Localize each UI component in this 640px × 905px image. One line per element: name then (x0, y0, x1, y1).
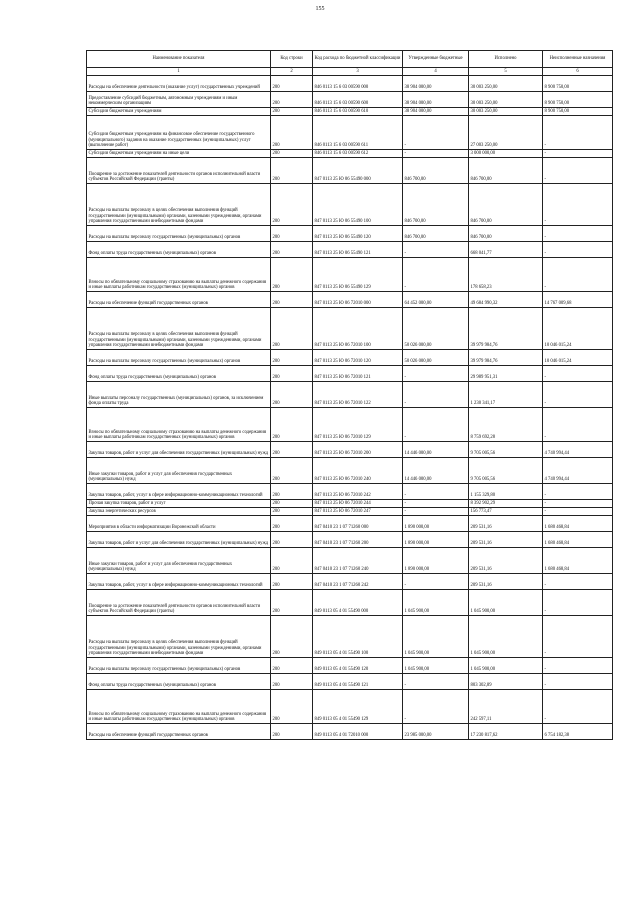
row-line-code: 200 (271, 590, 313, 616)
row-expense-code: 849 0113 05 4 01 55490 120 (313, 658, 403, 674)
row-indicator-name: Иные выплаты персоналу государственных (муниципальных) органов, за исключением фонда оплаты труда (87, 382, 271, 408)
row-indicator-name: Расходы на выплаты персоналу государственных (муниципальных) органов (87, 658, 271, 674)
row-indicator-name: Иные закупки товаров, работ и услуг для обеспечения государственных (муниципальных) нужд (87, 458, 271, 484)
row-executed-amount: 17 230 817,62 (469, 724, 543, 740)
row-line-code: 200 (271, 350, 313, 366)
row-line-code: 200 (271, 108, 313, 116)
row-remaining-amount: - (543, 658, 613, 674)
row-indicator-name: Закупка товаров, работ и услуг для обеспечения государственных (муниципальных) нужд (87, 442, 271, 458)
row-executed-amount: 209 531,16 (469, 532, 543, 548)
table-row (87, 226, 613, 242)
row-approved-amount: 1 045 900,00 (403, 590, 469, 616)
row-approved-amount: 23 985 000,00 (403, 724, 469, 740)
row-line-code: 200 (271, 408, 313, 442)
table-row (87, 590, 613, 616)
row-approved-amount: 1 045 900,00 (403, 616, 469, 658)
row-executed-amount: 846 700,00 (469, 184, 543, 226)
row-expense-code: 847 0113 25 Ю 06 72010 120 (313, 350, 403, 366)
row-expense-code: 847 0113 25 Ю 06 72010 100 (313, 308, 403, 350)
table-row (87, 308, 613, 350)
row-remaining-amount: 1 680 468,84 (543, 548, 613, 574)
row-approved-amount: 846 700,00 (403, 158, 469, 184)
row-approved-amount: - (403, 674, 469, 690)
row-expense-code: 847 0410 23 1 07 71260 240 (313, 548, 403, 574)
row-line-code: 200 (271, 442, 313, 458)
table-row (87, 150, 613, 158)
table-row (87, 532, 613, 548)
row-executed-amount: 1 230 341,17 (469, 382, 543, 408)
row-line-code: 200 (271, 382, 313, 408)
row-executed-amount: 1 045 900,00 (469, 616, 543, 658)
row-indicator-name: Поощрение за достижение показателей деятельности органов исполнительной власти субъектов Российской Федерации (гранты) (87, 158, 271, 184)
table-row (87, 184, 613, 226)
row-indicator-name: Фонд оплаты труда государственных (муниципальных) органов (87, 242, 271, 258)
row-indicator-name: Иные закупки товаров, работ и услуг для обеспечения государственных (муниципальных) нужд (87, 548, 271, 574)
row-expense-code: 847 0113 25 Ю 06 55490 129 (313, 258, 403, 292)
row-approved-amount: 38 904 000,00 (403, 92, 469, 108)
header-approved: Утвержденные бюджетные (403, 51, 469, 68)
row-approved-amount: 50 026 000,00 (403, 350, 469, 366)
row-remaining-amount: 4 740 994,44 (543, 442, 613, 458)
row-remaining-amount: - (543, 484, 613, 500)
row-line-code: 200 (271, 674, 313, 690)
row-remaining-amount: - (543, 690, 613, 724)
row-remaining-amount: 1 680 468,84 (543, 516, 613, 532)
row-executed-amount: 30 003 250,00 (469, 92, 543, 108)
row-executed-amount: 8 759 692,28 (469, 408, 543, 442)
header-line-code: Код строки (271, 51, 313, 68)
row-line-code: 200 (271, 292, 313, 308)
column-number-row (87, 68, 613, 76)
row-indicator-name: Расходы на обеспечение деятельности (оказание услуг) государственных учреждений (87, 76, 271, 92)
table-row (87, 516, 613, 532)
column-number: 1 (87, 68, 271, 76)
row-executed-amount: 9 705 005,56 (469, 458, 543, 484)
table-row (87, 258, 613, 292)
row-executed-amount: 846 700,00 (469, 226, 543, 242)
row-line-code: 200 (271, 516, 313, 532)
row-expense-code: 847 0113 25 Ю 06 55490 100 (313, 184, 403, 226)
row-executed-amount: 209 531,16 (469, 548, 543, 574)
row-expense-code: 849 0113 05 4 01 72010 000 (313, 724, 403, 740)
row-indicator-name: Фонд оплаты труда государственных (муниципальных) органов (87, 674, 271, 690)
row-approved-amount: - (403, 690, 469, 724)
row-approved-amount: - (403, 116, 469, 150)
row-remaining-amount: - (543, 366, 613, 382)
table-row (87, 724, 613, 740)
row-approved-amount: - (403, 508, 469, 516)
row-executed-amount: 803 302,89 (469, 674, 543, 690)
row-expense-code: 849 0113 05 4 01 55490 121 (313, 674, 403, 690)
row-approved-amount: 846 700,00 (403, 226, 469, 242)
row-line-code: 200 (271, 258, 313, 292)
row-remaining-amount: 8 900 750,00 (543, 108, 613, 116)
row-line-code: 200 (271, 500, 313, 508)
column-number: 6 (543, 68, 613, 76)
row-approved-amount: - (403, 500, 469, 508)
row-line-code: 200 (271, 616, 313, 658)
row-indicator-name: Расходы на выплаты персоналу государственных (муниципальных) органов (87, 226, 271, 242)
row-indicator-name: Расходы на выплаты персоналу в целях обеспечения выполнения функций государственными (муниципальными) органами, казенными учреждениями, органами управления государственными внебюджетными фондами (87, 184, 271, 226)
row-remaining-amount: - (543, 184, 613, 226)
row-expense-code: 847 0410 23 1 07 71260 242 (313, 574, 403, 590)
row-expense-code: 847 0113 25 Ю 06 72010 122 (313, 382, 403, 408)
row-line-code: 200 (271, 92, 313, 108)
row-remaining-amount: - (543, 574, 613, 590)
row-approved-amount: - (403, 150, 469, 158)
row-executed-amount: 209 531,16 (469, 516, 543, 532)
row-remaining-amount: 10 046 015,24 (543, 350, 613, 366)
row-approved-amount: 1 890 000,00 (403, 532, 469, 548)
row-indicator-name: Расходы на выплаты персоналу в целях обеспечения выполнения функций государственными (муниципальными) органами, казенными учреждениями, органами управления государственными внебюджетными фондами (87, 616, 271, 658)
row-indicator-name: Взносы по обязательному социальному страхованию на выплаты денежного содержания и иные выплаты работникам государственных (муниципальных) органов (87, 408, 271, 442)
row-remaining-amount: - (543, 590, 613, 616)
row-expense-code: 846 0113 15 6 03 00590 611 (313, 116, 403, 150)
row-executed-amount: 1 045 900,00 (469, 658, 543, 674)
row-indicator-name: Прочая закупка товаров, работ и услуг (87, 500, 271, 508)
row-executed-amount: 27 003 250,00 (469, 116, 543, 150)
row-indicator-name: Расходы на выплаты персоналу государственных (муниципальных) органов (87, 350, 271, 366)
row-line-code: 200 (271, 724, 313, 740)
header-remaining: Неисполненные назначения (543, 51, 613, 68)
row-approved-amount: 38 904 000,00 (403, 76, 469, 92)
row-expense-code: 846 0113 15 6 03 00590 612 (313, 150, 403, 158)
row-line-code: 200 (271, 366, 313, 382)
table-row (87, 458, 613, 484)
row-approved-amount: 1 045 900,00 (403, 658, 469, 674)
table-row (87, 484, 613, 500)
row-indicator-name: Расходы на выплаты персоналу в целях обеспечения выполнения функций государственными (муниципальными) органами, казенными учреждениями, органами управления государственными внебюджетными фондами (87, 308, 271, 350)
table-row (87, 658, 613, 674)
row-line-code: 200 (271, 508, 313, 516)
row-executed-amount: 8 392 902,29 (469, 500, 543, 508)
row-approved-amount: 14 446 000,00 (403, 458, 469, 484)
row-expense-code: 847 0410 23 1 07 71260 200 (313, 532, 403, 548)
row-remaining-amount: 4 740 994,44 (543, 458, 613, 484)
row-line-code: 200 (271, 184, 313, 226)
row-indicator-name: Субсидии бюджетным учреждениям на иные цели (87, 150, 271, 158)
table-row (87, 690, 613, 724)
budget-execution-table (86, 50, 613, 740)
row-executed-amount: 29 989 951,31 (469, 366, 543, 382)
row-approved-amount: - (403, 242, 469, 258)
table-row (87, 76, 613, 92)
row-executed-amount: 209 531,16 (469, 574, 543, 590)
row-executed-amount: 30 003 250,00 (469, 108, 543, 116)
row-indicator-name: Закупка товаров, работ и услуг для обеспечения государственных (муниципальных) нужд (87, 532, 271, 548)
row-line-code: 200 (271, 242, 313, 258)
row-indicator-name: Расходы на обеспечение функций государственных органов (87, 724, 271, 740)
row-indicator-name: Предоставление субсидий бюджетным, автономным учреждениям и иным некоммерческим организациям (87, 92, 271, 108)
column-number: 3 (313, 68, 403, 76)
row-line-code: 200 (271, 458, 313, 484)
column-number: 4 (403, 68, 469, 76)
row-line-code: 200 (271, 690, 313, 724)
row-approved-amount: 64 452 000,00 (403, 292, 469, 308)
row-indicator-name: Фонд оплаты труда государственных (муниципальных) органов (87, 366, 271, 382)
row-remaining-amount: 8 900 750,00 (543, 92, 613, 108)
row-expense-code: 847 0113 25 Ю 06 72010 247 (313, 508, 403, 516)
row-approved-amount: - (403, 258, 469, 292)
column-number: 5 (469, 68, 543, 76)
row-expense-code: 847 0113 25 Ю 06 55490 120 (313, 226, 403, 242)
header-indicator-name: Наименование показателя (87, 51, 271, 68)
row-remaining-amount: - (543, 150, 613, 158)
table-row (87, 366, 613, 382)
page-number: 155 (315, 6, 325, 12)
row-line-code: 200 (271, 484, 313, 500)
header-row (87, 51, 613, 68)
row-executed-amount: 1 045 900,00 (469, 590, 543, 616)
row-expense-code: 847 0113 25 Ю 06 72010 242 (313, 484, 403, 500)
column-number: 2 (271, 68, 313, 76)
row-indicator-name: Взносы по обязательному социальному страхованию на выплаты денежного содержания и иные выплаты работникам государственных (муниципальных) органов (87, 258, 271, 292)
row-remaining-amount: 6 754 182,38 (543, 724, 613, 740)
table-row (87, 108, 613, 116)
row-indicator-name: Поощрение за достижение показателей деятельности органов исполнительной власти субъектов Российской Федерации (гранты) (87, 590, 271, 616)
row-expense-code: 847 0113 25 Ю 06 72010 240 (313, 458, 403, 484)
row-remaining-amount: 14 767 009,68 (543, 292, 613, 308)
row-remaining-amount: - (543, 674, 613, 690)
row-indicator-name: Взносы по обязательному социальному страхованию на выплаты денежного содержания и иные выплаты работникам государственных (муниципальных) органов (87, 690, 271, 724)
row-indicator-name: Мероприятия в области информатизации Воронежской области (87, 516, 271, 532)
table-body (87, 76, 613, 740)
row-remaining-amount: - (543, 226, 613, 242)
row-remaining-amount: - (543, 116, 613, 150)
row-executed-amount: 668 041,77 (469, 242, 543, 258)
table-row (87, 508, 613, 516)
row-expense-code: 849 0113 05 4 01 55490 100 (313, 616, 403, 658)
row-approved-amount: - (403, 382, 469, 408)
table-row (87, 350, 613, 366)
row-expense-code: 847 0113 25 Ю 06 55490 121 (313, 242, 403, 258)
row-expense-code: 847 0113 25 Ю 06 72010 129 (313, 408, 403, 442)
row-executed-amount: 9 705 005,56 (469, 442, 543, 458)
row-indicator-name: Закупка энергетических ресурсов (87, 508, 271, 516)
row-remaining-amount: - (543, 508, 613, 516)
row-remaining-amount: - (543, 258, 613, 292)
row-indicator-name: Субсидии бюджетным учреждениям на финансовое обеспечение государственного (муниципального) задания на оказание государственных (муниципальных) услуг (выполнение работ) (87, 116, 271, 150)
row-expense-code: 847 0113 25 Ю 06 72010 121 (313, 366, 403, 382)
row-executed-amount: 39 979 984,76 (469, 308, 543, 350)
row-indicator-name: Закупка товаров, работ, услуг в сфере информационно-коммуникационных технологий (87, 484, 271, 500)
row-executed-amount: 39 979 984,76 (469, 350, 543, 366)
row-line-code: 200 (271, 658, 313, 674)
row-approved-amount: 38 904 000,00 (403, 108, 469, 116)
row-remaining-amount: - (543, 408, 613, 442)
row-executed-amount: 1 155 329,80 (469, 484, 543, 500)
row-executed-amount: 846 700,00 (469, 158, 543, 184)
row-approved-amount: - (403, 574, 469, 590)
row-line-code: 200 (271, 574, 313, 590)
table-row (87, 574, 613, 590)
row-executed-amount: 156 773,47 (469, 508, 543, 516)
row-remaining-amount: - (543, 242, 613, 258)
row-indicator-name: Закупка товаров, работ, услуг в сфере информационно-коммуникационных технологий (87, 574, 271, 590)
row-indicator-name: Субсидии бюджетным учреждениям (87, 108, 271, 116)
table-row (87, 616, 613, 658)
row-remaining-amount: - (543, 158, 613, 184)
row-expense-code: 849 0113 05 4 01 55490 000 (313, 590, 403, 616)
table-row (87, 292, 613, 308)
row-executed-amount: 242 597,11 (469, 690, 543, 724)
table-row (87, 408, 613, 442)
table-row (87, 382, 613, 408)
row-expense-code: 847 0410 23 1 07 71260 000 (313, 516, 403, 532)
table-row (87, 92, 613, 108)
header-expense-code: Код расхода по бюджетной классификации (313, 51, 403, 68)
table-row (87, 116, 613, 150)
table-row (87, 548, 613, 574)
row-approved-amount: - (403, 484, 469, 500)
row-executed-amount: 49 684 990,32 (469, 292, 543, 308)
row-line-code: 200 (271, 158, 313, 184)
table-row (87, 500, 613, 508)
row-remaining-amount: - (543, 616, 613, 658)
table-row (87, 158, 613, 184)
row-approved-amount: 1 890 000,00 (403, 516, 469, 532)
row-expense-code: 849 0113 05 4 01 55490 129 (313, 690, 403, 724)
row-executed-amount: 3 000 000,00 (469, 150, 543, 158)
row-line-code: 200 (271, 532, 313, 548)
table-row (87, 442, 613, 458)
row-line-code: 200 (271, 116, 313, 150)
table-row (87, 674, 613, 690)
header-executed: Исполнено (469, 51, 543, 68)
row-approved-amount: 50 026 000,00 (403, 308, 469, 350)
row-indicator-name: Расходы на обеспечение функций государственных органов (87, 292, 271, 308)
row-remaining-amount: 8 900 750,00 (543, 76, 613, 92)
row-approved-amount: 14 446 000,00 (403, 442, 469, 458)
row-line-code: 200 (271, 150, 313, 158)
row-expense-code: 847 0113 25 Ю 06 72010 200 (313, 442, 403, 458)
row-expense-code: 846 0113 15 6 03 00590 600 (313, 92, 403, 108)
row-approved-amount: - (403, 408, 469, 442)
row-remaining-amount: - (543, 500, 613, 508)
row-approved-amount: 846 700,00 (403, 184, 469, 226)
row-approved-amount: - (403, 366, 469, 382)
row-approved-amount: 1 890 000,00 (403, 548, 469, 574)
row-expense-code: 846 0113 15 6 03 00590 610 (313, 108, 403, 116)
row-line-code: 200 (271, 308, 313, 350)
row-line-code: 200 (271, 76, 313, 92)
row-executed-amount: 178 658,23 (469, 258, 543, 292)
row-expense-code: 846 0113 15 6 03 00590 000 (313, 76, 403, 92)
row-remaining-amount: 10 046 015,24 (543, 308, 613, 350)
row-remaining-amount: 1 680 468,84 (543, 532, 613, 548)
row-expense-code: 847 0113 25 Ю 06 72010 244 (313, 500, 403, 508)
row-executed-amount: 30 003 250,00 (469, 76, 543, 92)
table-row (87, 242, 613, 258)
row-remaining-amount: - (543, 382, 613, 408)
row-expense-code: 847 0113 25 Ю 06 55490 000 (313, 158, 403, 184)
row-expense-code: 847 0113 25 Ю 06 72010 000 (313, 292, 403, 308)
row-line-code: 200 (271, 226, 313, 242)
row-line-code: 200 (271, 548, 313, 574)
